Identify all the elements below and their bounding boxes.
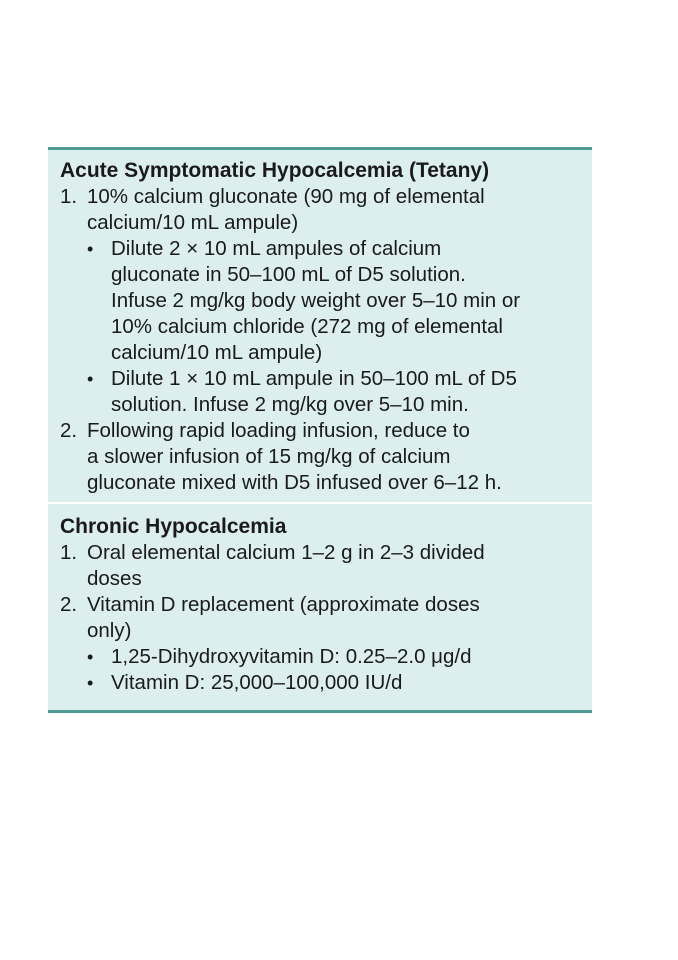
section-chronic xyxy=(48,502,592,710)
bullet-line: calcium/10 mL ampule) xyxy=(111,341,323,364)
list-item xyxy=(60,184,582,418)
bullet-line: 10% calcium chloride (272 mg of elemental xyxy=(111,315,503,338)
bullet-line: 1,25-Dihydroxyvitamin D: 0.25–2.0 μg/d xyxy=(111,645,472,668)
item-line: Oral elemental calcium 1–2 g in 2–3 divided xyxy=(87,541,485,564)
bullet-list xyxy=(87,236,582,418)
list-item xyxy=(60,418,582,496)
item-line: only) xyxy=(87,619,132,642)
item-line: a slower infusion of 15 mg/kg of calcium xyxy=(87,445,451,468)
bullet-item xyxy=(87,644,582,670)
list-item xyxy=(60,540,582,592)
bullet-line: Dilute 1 × 10 mL ampule in 50–100 mL of D5 xyxy=(111,367,517,390)
item-line: 10% calcium gluconate (90 mg of elemental xyxy=(87,185,485,208)
bullet-line: gluconate in 50–100 mL of D5 solution. xyxy=(111,263,466,286)
list-item xyxy=(60,592,582,696)
section-acute xyxy=(48,150,592,502)
bullet-item xyxy=(87,670,582,696)
bullet-item xyxy=(87,366,582,418)
item-line: Following rapid loading infusion, reduce to xyxy=(87,419,470,442)
bullet-icon: • xyxy=(87,673,94,693)
bullet-icon: • xyxy=(87,647,94,667)
bullet-line: Infuse 2 mg/kg body weight over 5–10 min or xyxy=(111,289,521,312)
bullet-icon: • xyxy=(87,239,94,259)
bullet-line: Dilute 2 × 10 mL ampules of calcium xyxy=(111,237,442,260)
item-line: Vitamin D replacement (approximate doses xyxy=(87,593,480,616)
treatment-table xyxy=(48,147,592,713)
section-title: Acute Symptomatic Hypocalcemia (Tetany) xyxy=(60,159,490,182)
bullet-icon: • xyxy=(87,369,94,389)
item-line: doses xyxy=(87,567,142,590)
bullet-line: Vitamin D: 25,000–100,000 IU/d xyxy=(111,671,403,694)
item-number: 1. xyxy=(60,185,78,208)
bullet-item xyxy=(87,236,582,366)
item-number: 2. xyxy=(60,419,78,442)
item-line: gluconate mixed with D5 infused over 6–12 h. xyxy=(87,471,502,494)
item-number: 2. xyxy=(60,593,78,616)
bullet-list xyxy=(87,644,582,696)
item-line: calcium/10 mL ampule) xyxy=(87,211,299,234)
section-title: Chronic Hypocalcemia xyxy=(60,515,287,538)
item-number: 1. xyxy=(60,541,78,564)
bullet-line: solution. Infuse 2 mg/kg over 5–10 min. xyxy=(111,393,469,416)
